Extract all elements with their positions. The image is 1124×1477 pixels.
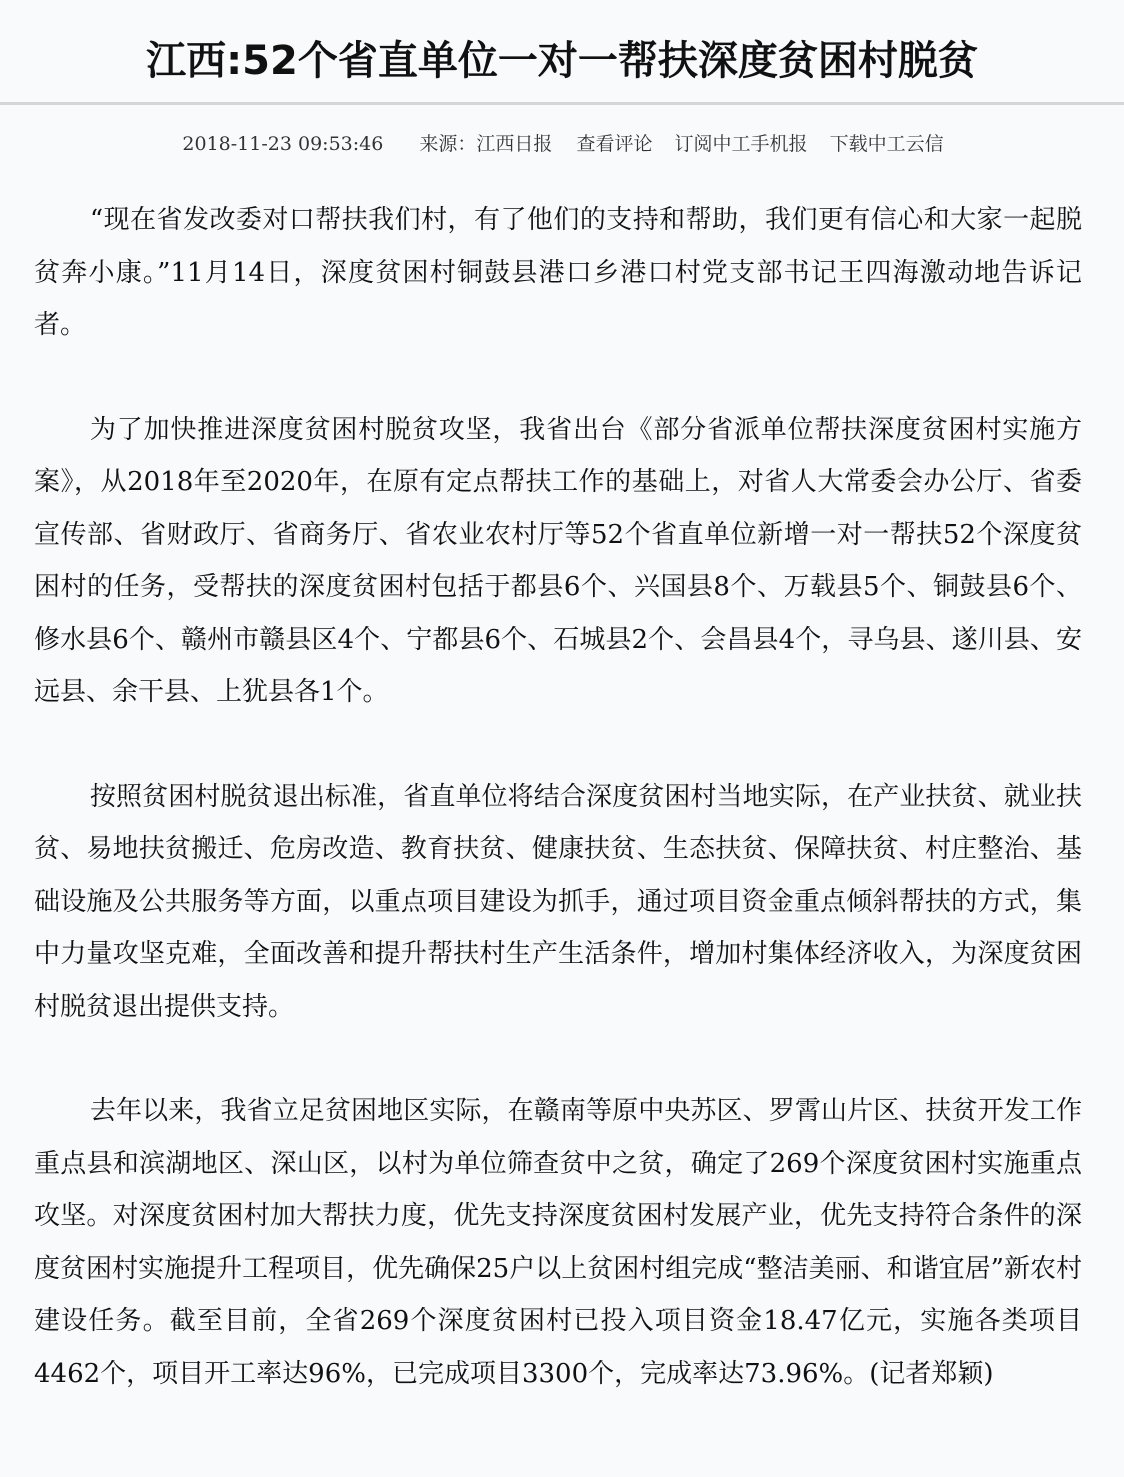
article-paragraph: 按照贫困村脱贫退出标准，省直单位将结合深度贫困村当地实际，在产业扶贫、就业扶贫、易地扶贫搬迁、危房改造、教育扶贫、健康扶贫、生态扶贫、保障扶贫、村庄整治、基础设施及公共服务等方面，以重点项目建设为抓手，通过项目资金重点倾斜帮扶的方式，集中力量攻坚克难，全面改善和提升帮扶村生产生活条件，增加村集体经济收入，为深度贫困村脱贫退出提供支持。 xyxy=(34,781,1082,1022)
publish-datetime: 2018-11-23 09:53:46 xyxy=(182,133,384,155)
article-paragraph: 为了加快推进深度贫困村脱贫攻坚，我省出台《部分省派单位帮扶深度贫困村实施方案》，从2018年至2020年，在原有定点帮扶工作的基础上，对省人大常委会办公厅、省委宣传部、省财政厅、省商务厅、省农业农村厅等52个省直单位新增一对一帮扶52个深度贫困村的任务，受帮扶的深度贫困村包括于都县6个、兴国县8个、万载县5个、铜鼓县6个、修水县6个、赣州市赣县区4个、宁都县6个、石城县2个、会昌县4个，寻乌县、遂川县、安远县、余干县、上犹县各1个。 xyxy=(34,414,1082,707)
article-meta xyxy=(0,129,1124,156)
subscribe-mobile-news-link[interactable]: 订阅中工手机报 xyxy=(674,133,808,155)
article-body xyxy=(0,194,1124,1400)
article-title: 江西:52个省直单位一对一帮扶深度贫困村脱贫 xyxy=(146,37,978,84)
download-app-link[interactable]: 下载中工云信 xyxy=(829,133,944,155)
article-paragraph: 去年以来，我省立足贫困地区实际，在赣南等原中央苏区、罗霄山片区、扶贫开发工作重点县和滨湖地区、深山区，以村为单位筛查贫中之贫，确定了269个深度贫困村实施重点攻坚。对深度贫困村加大帮扶力度，优先支持深度贫困村发展产业，优先支持符合条件的深度贫困村实施提升工程项目，优先确保25户以上贫困村组完成“整洁美丽、和谐宜居”新农村建设任务。截至目前，全省269个深度贫困村已投入项目资金18.47亿元，实施各类项目4462个，项目开工率达96%，已完成项目3300个，完成率达73.96%。(记者郑颖) xyxy=(34,1096,1082,1389)
article-paragraph: “现在省发改委对口帮扶我们村，有了他们的支持和帮助，我们更有信心和大家一起脱贫奔小康。”11月14日，深度贫困村铜鼓县港口乡港口村党支部书记王四海激动地告诉记者。 xyxy=(34,205,1082,340)
article-source: 来源：江西日报 xyxy=(419,133,553,155)
article-header xyxy=(0,0,1124,105)
view-comments-link[interactable]: 查看评论 xyxy=(576,133,653,155)
